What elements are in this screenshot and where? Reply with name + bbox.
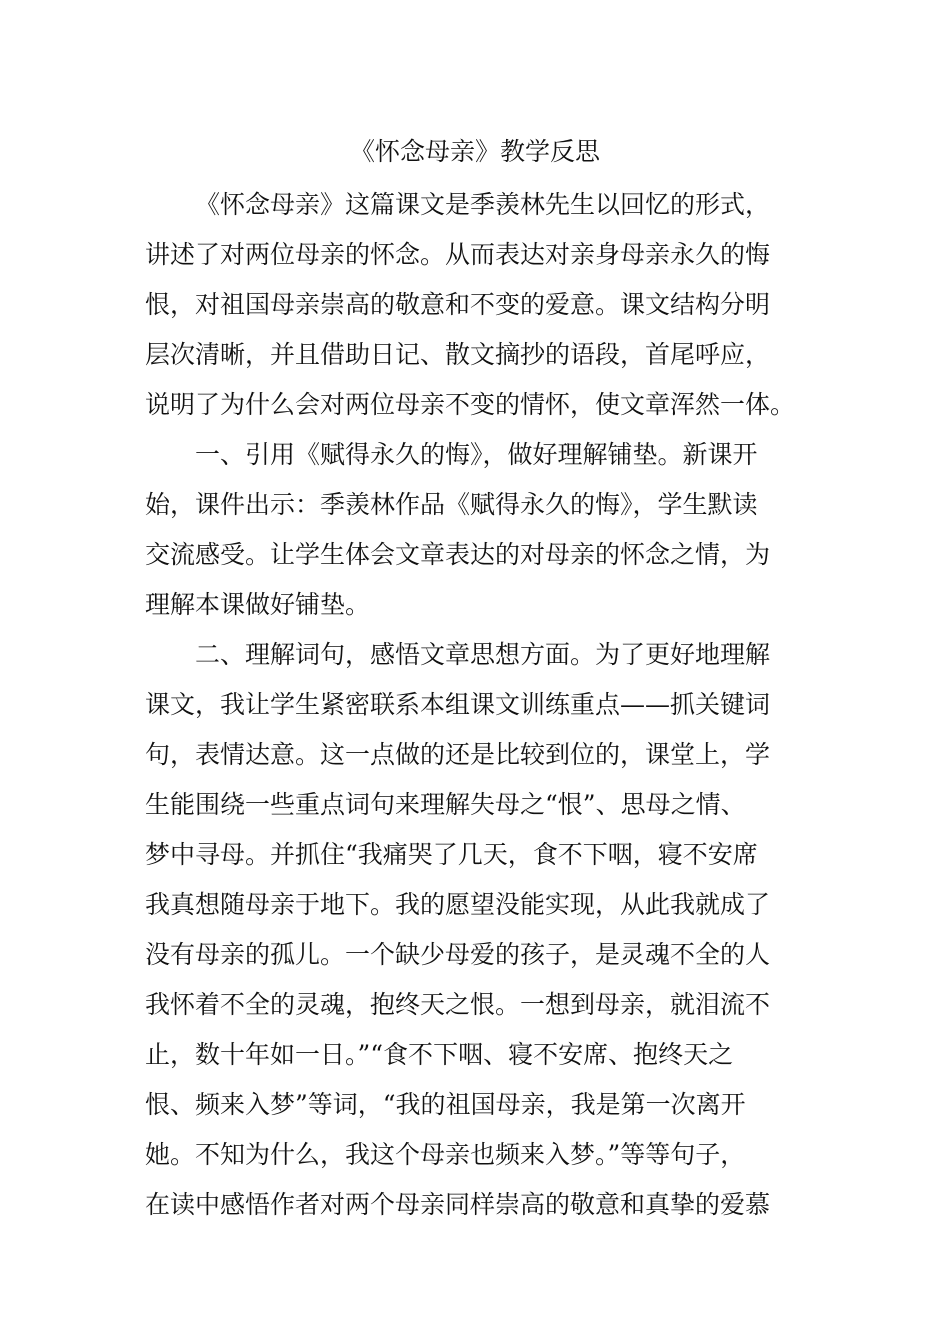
paragraph-line: 恨，对祖国母亲崇高的敬意和不变的爱意。课文结构分明 xyxy=(145,290,771,319)
document-title: 《怀念母亲》教学反思 xyxy=(349,137,600,166)
paragraph-line: 我真想随母亲于地下。我的愿望没能实现，从此我就成了 xyxy=(145,890,771,919)
paragraph-line: 说明了为什么会对两位母亲不变的情怀，使文章浑然一体。 xyxy=(145,390,796,419)
paragraph-line: 我怀着不全的灵魂，抱终天之恨。一想到母亲，就泪流不 xyxy=(145,990,771,1019)
paragraph-line: 层次清晰，并且借助日记、散文摘抄的语段，首尾呼应， xyxy=(145,340,771,369)
paragraph-line: 《怀念母亲》这篇课文是季羡林先生以回忆的形式， xyxy=(195,190,771,219)
paragraph-line: 没有母亲的孤儿。一个缺少母爱的孩子，是灵魂不全的人 xyxy=(145,940,771,969)
paragraph-line: 二、理解词句，感悟文章思想方面。为了更好地理解 xyxy=(195,640,771,669)
paragraph-line: 她。不知为什么，我这个母亲也频来入梦。”等等句子， xyxy=(145,1140,746,1169)
paragraph-line: 在读中感悟作者对两个母亲同样崇高的敬意和真挚的爱慕 xyxy=(145,1190,771,1219)
paragraph-line: 课文，我让学生紧密联系本组课文训练重点——抓关键词 xyxy=(145,690,771,719)
paragraph-line: 始，课件出示：季羡林作品《赋得永久的悔》，学生默读 xyxy=(145,490,758,519)
paragraph-line: 生能围绕一些重点词句来理解失母之“恨”、思母之情、 xyxy=(145,790,746,819)
document-body xyxy=(145,180,805,1230)
paragraph-line: 止，数十年如一日。”“食不下咽、寝不安席、抱终天之 xyxy=(145,1040,734,1069)
paragraph-line: 理解本课做好铺垫。 xyxy=(145,590,371,619)
paragraph-line: 一、引用《赋得永久的悔》，做好理解铺垫。新课开 xyxy=(195,440,758,469)
paragraph-line: 梦中寻母。并抓住“我痛哭了几天，食不下咽，寝不安席 xyxy=(145,840,758,869)
paragraph-line: 恨、频来入梦”等词，“我的祖国母亲，我是第一次离开 xyxy=(145,1090,746,1119)
paragraph-line: 讲述了对两位母亲的怀念。从而表达对亲身母亲永久的悔 xyxy=(145,240,771,269)
paragraph-line: 交流感受。让学生体会文章表达的对母亲的怀念之情，为 xyxy=(145,540,771,569)
paragraph-line: 句，表情达意。这一点做的还是比较到位的，课堂上，学 xyxy=(145,740,771,769)
